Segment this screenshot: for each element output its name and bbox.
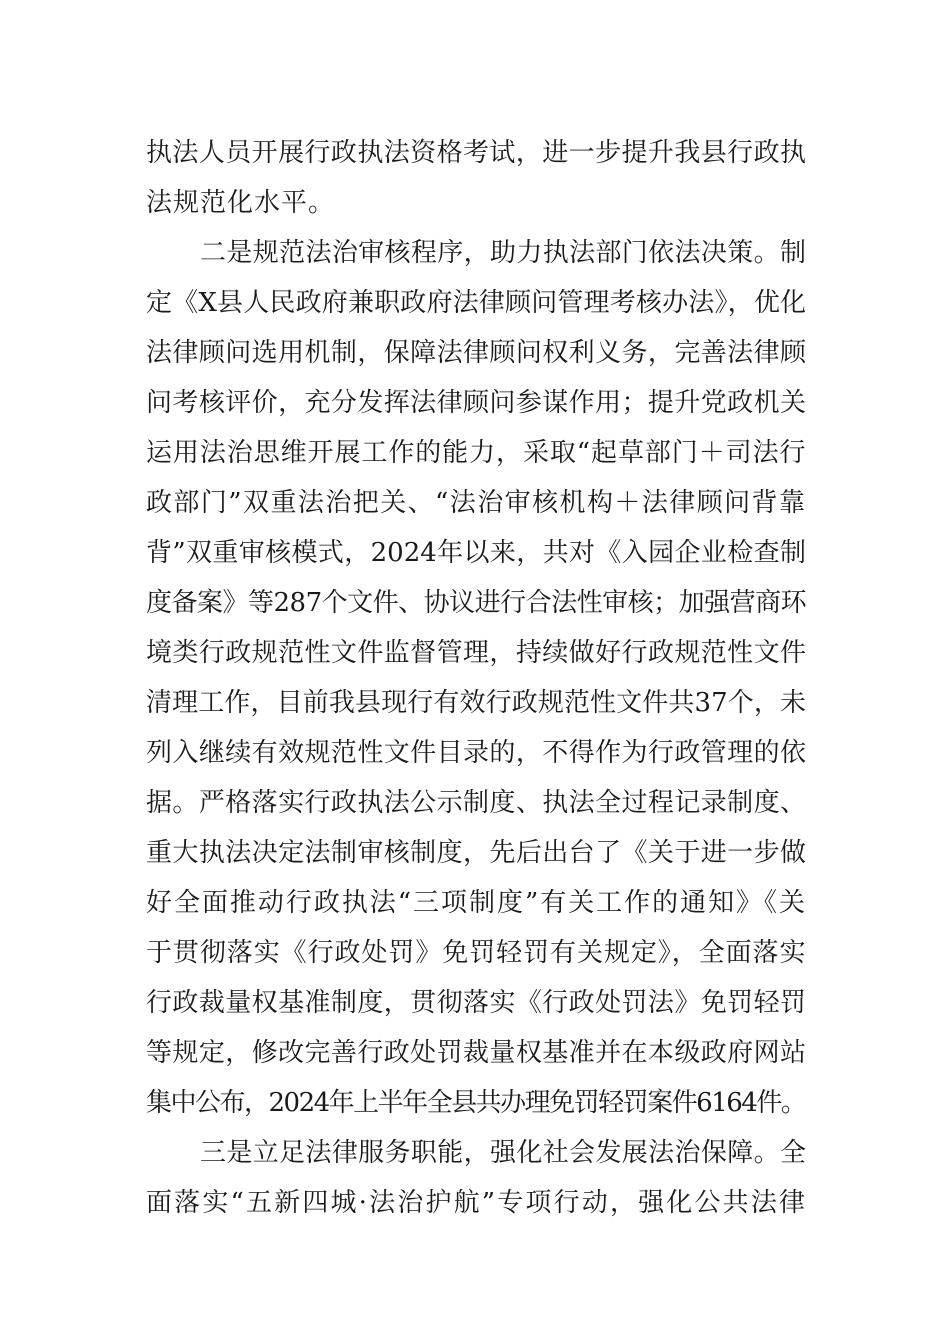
text-line: 好全面推动行政执法“三项制度”有关工作的通知》《关 bbox=[146, 888, 806, 918]
text-line: 运用法治思维开展工作的能力，采取“起草部门＋司法行 bbox=[146, 438, 806, 468]
text-line: 于贯彻落实《行政处罚》免罚轻罚有关规定》，全面落实 bbox=[146, 938, 806, 968]
text-line: 重大执法决定法制审核制度，先后出台了《关于进一步做 bbox=[146, 838, 806, 868]
text-line: 列入继续有效规范性文件目录的，不得作为行政管理的依 bbox=[146, 738, 806, 768]
text-line: 清理工作，目前我县现行有效行政规范性文件共37个，未 bbox=[146, 688, 806, 718]
text-line: 法规范化水平。 bbox=[146, 188, 336, 218]
document-body bbox=[146, 128, 806, 1228]
text-line: 度备案》等287个文件、协议进行合法性审核；加强营商环 bbox=[146, 588, 807, 618]
text-line: 等规定，修改完善行政处罚裁量权基准并在本级政府网站 bbox=[146, 1038, 806, 1068]
text-line: 集中公布，2024年上半年全县共办理免罚轻罚案件6164件。 bbox=[146, 1088, 806, 1118]
text-line: 行政裁量权基准制度，贯彻落实《行政处罚法》免罚轻罚 bbox=[146, 988, 806, 1018]
text-line: 三是立足法律服务职能，强化社会发展法治保障。全 bbox=[200, 1138, 806, 1168]
text-line: 定《X县人民政府兼职政府法律顾问管理考核办法》，优化 bbox=[146, 288, 806, 318]
text-line: 问考核评价，充分发挥法律顾问参谋作用；提升党政机关 bbox=[146, 388, 806, 418]
text-line: 执法人员开展行政执法资格考试，进一步提升我县行政执 bbox=[146, 138, 806, 168]
text-line: 境类行政规范性文件监督管理，持续做好行政规范性文件 bbox=[146, 638, 806, 668]
text-line: 背”双重审核模式，2024年以来，共对《入园企业检查制 bbox=[146, 538, 806, 568]
text-line: 法律顾问选用机制，保障法律顾问权利义务，完善法律顾 bbox=[146, 338, 806, 368]
text-line: 政部门”双重法治把关、“法治审核机构＋法律顾问背靠 bbox=[146, 488, 806, 518]
text-line: 二是规范法治审核程序，助力执法部门依法决策。制 bbox=[200, 238, 806, 268]
text-line: 据。严格落实行政执法公示制度、执法全过程记录制度、 bbox=[146, 788, 806, 818]
text-line: 面落实“五新四城·法治护航”专项行动，强化公共法律 bbox=[146, 1188, 806, 1218]
